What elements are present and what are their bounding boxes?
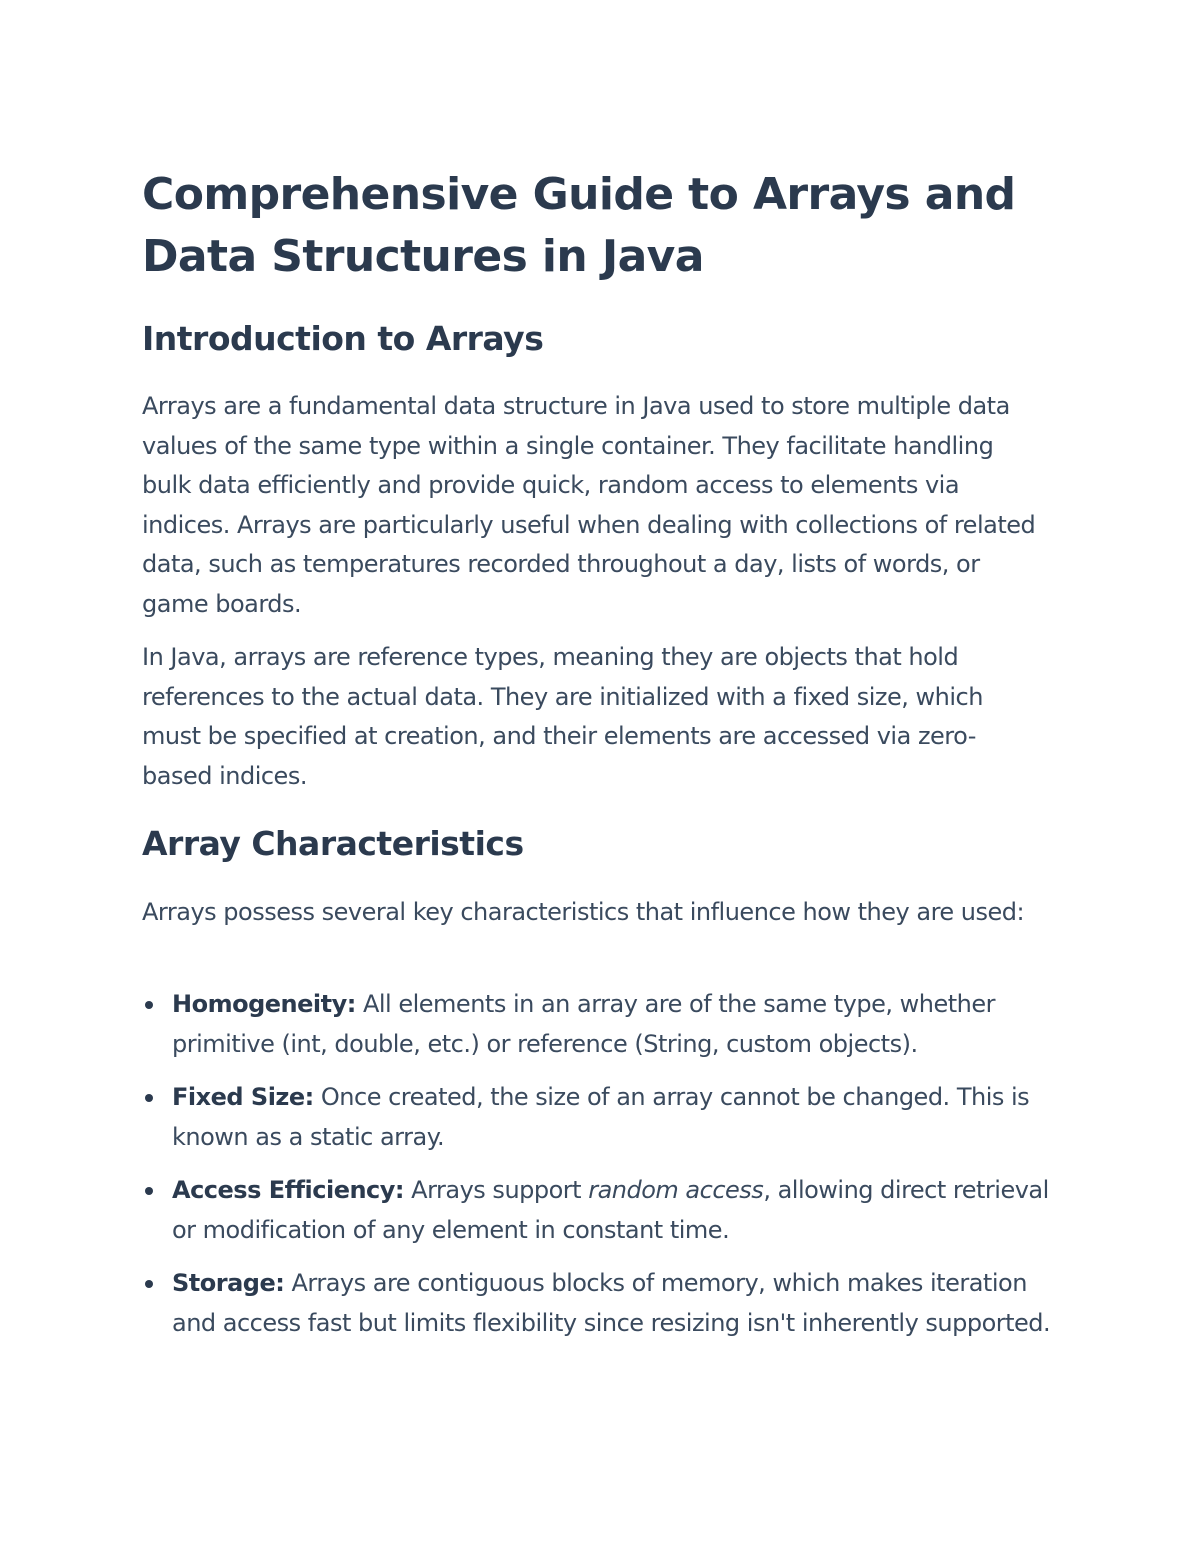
list-item-access-efficiency [142,1171,1072,1250]
bullet-text: Arrays support [404,1176,589,1204]
list-item-homogeneity [142,985,1072,1064]
characteristics-list [142,985,1072,1357]
bullet-term: Fixed Size: [172,1083,314,1111]
intro-paragraph-1: Arrays are a fundamental data structure in Java used to store multiple data values of the same type within a single container. They facilitate handling bulk data efficiently and provide quick, random access to elements via indices. Arrays are particularly useful when dealing with collections of related data, such as temperatures recorded throughout a day, lists of words, or game boards. [142,392,1036,618]
bullet-term: Access Efficiency: [172,1176,405,1204]
document-title: Comprehensive Guide to Arrays and Data Structures in Java [142,169,1016,282]
bullet-term: Homogeneity: [172,990,356,1018]
bullet-text: Once created, the size of an array cannot be changed. This is known as a static array. [172,1083,1030,1151]
section-heading-introduction: Introduction to Arrays [142,319,544,358]
bullet-term: Storage: [172,1269,285,1297]
section-heading-characteristics: Array Characteristics [142,824,524,863]
list-item-storage [142,1264,1072,1343]
characteristics-intro: Arrays possess several key characteristics that influence how they are used: [142,898,1025,926]
bullet-dot-icon [145,1187,153,1195]
bullet-emphasis: random access [588,1176,764,1204]
intro-paragraph-2: In Java, arrays are reference types, meaning they are objects that hold references to the actual data. They are initialized with a fixed size, which must be specified at creation, and their elements are accessed via zero-based indices. [142,643,983,790]
bullet-dot-icon [145,1094,153,1102]
list-item-fixed-size [142,1078,1072,1157]
bullet-text: , allowing direct retrieval or modification of any element in constant time. [172,1176,1049,1244]
bullet-text: Arrays are contiguous blocks of memory, which makes iteration and access fast but limits flexibility since resizing isn't inherently supported. [172,1269,1051,1337]
bullet-dot-icon [145,1001,153,1009]
bullet-dot-icon [145,1280,153,1288]
bullet-text: All elements in an array are of the same type, whether primitive (int, double, etc.) or reference (String, custom objects). [172,990,995,1058]
